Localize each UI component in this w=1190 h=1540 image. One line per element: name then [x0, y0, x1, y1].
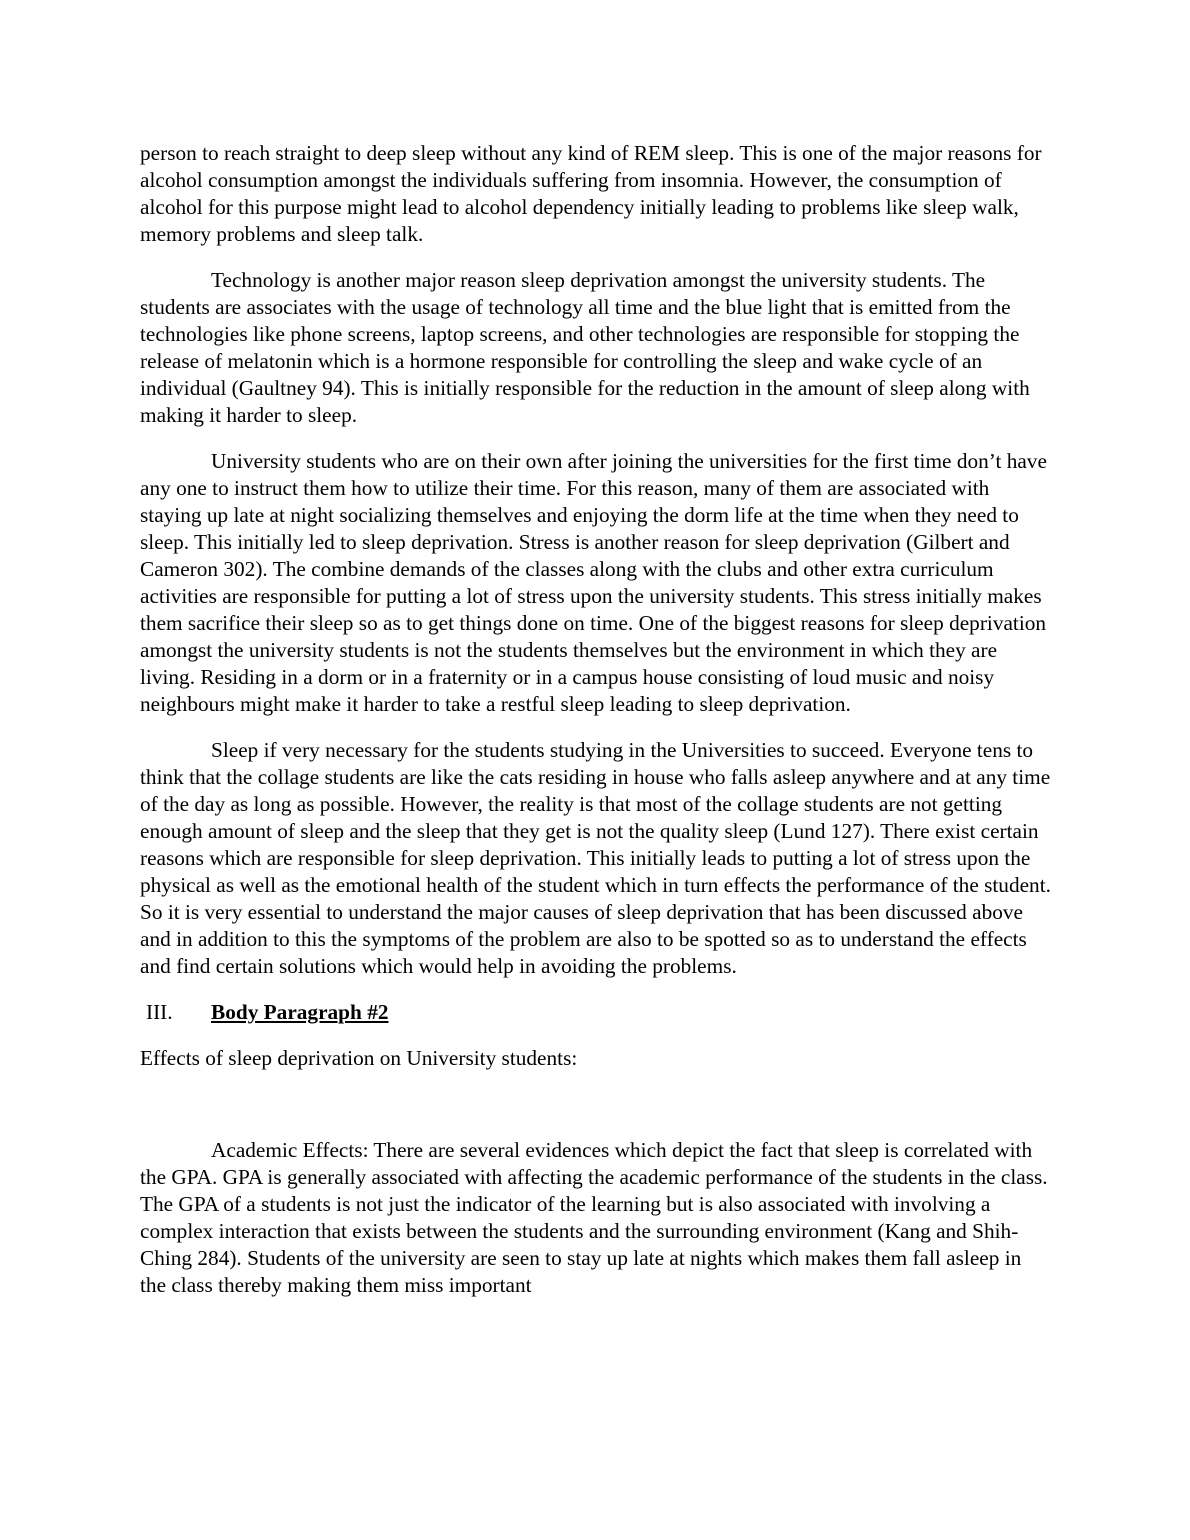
section-heading: [140, 999, 1052, 1026]
body-paragraph-1: person to reach straight to deep sleep without any kind of REM sleep. This is one of the major reasons for alcohol consumption amongst the individuals suffering from insomnia. However, the consumption of alcohol for this purpose might lead to alcohol dependency initially leading to problems like sleep walk, memory problems and sleep talk.: [140, 141, 1042, 246]
body-paragraph-3: University students who are on their own after joining the universities for the first time don’t have any one to instruct them how to utilize their time. For this reason, many of them are associated with staying up late at night socializing themselves and enjoying the dorm life at the time when they need to sleep. This initially led to sleep deprivation. Stress is another reason for sleep deprivation (Gilbert and Cameron 302). The combine demands of the classes along with the clubs and other extra curriculum activities are responsible for putting a lot of stress upon the university students. This stress initially makes them sacrifice their sleep so as to get things done on time. One of the biggest reasons for sleep deprivation amongst the university students is not the students themselves but the environment in which they are living. Residing in a dorm or in a fraternity or in a campus house consisting of loud music and noisy neighbours might make it harder to take a restful sleep leading to sleep deprivation.: [140, 449, 1047, 716]
section-number: III.: [146, 1000, 173, 1024]
section-subheading: Effects of sleep deprivation on University students:: [140, 1046, 578, 1070]
body-paragraph-5: Academic Effects: There are several evidences which depict the fact that sleep is correlated with the GPA. GPA is generally associated with affecting the academic performance of the students in the class. The GPA of a students is not just the indicator of the learning but is also associated with involving a complex interaction that exists between the students and the surrounding environment (Kang and Shih-Ching 284). Students of the university are seen to stay up late at nights which makes them fall asleep in the class thereby making them miss important: [140, 1138, 1048, 1297]
blank-line: [140, 1091, 1052, 1137]
document-body: [140, 140, 1052, 1318]
body-paragraph-2: Technology is another major reason sleep deprivation amongst the university students. The students are associates with the usage of technology all time and the blue light that is emitted from the technologies like phone screens, laptop screens, and other technologies are responsible for stopping the release of melatonin which is a hormone responsible for controlling the sleep and wake cycle of an individual (Gaultney 94). This is initially responsible for the reduction in the amount of sleep along with making it harder to sleep.: [140, 268, 1030, 427]
body-paragraph-4: Sleep if very necessary for the students studying in the Universities to succeed. Everyone tens to think that the collage students are like the cats residing in house who falls asleep anywhere and at any time of the day as long as possible. However, the reality is that most of the collage students are not getting enough amount of sleep and the sleep that they get is not the quality sleep (Lund 127). There exist certain reasons which are responsible for sleep deprivation. This initially leads to putting a lot of stress upon the physical as well as the emotional health of the student which in turn effects the performance of the student. So it is very essential to understand the major causes of sleep deprivation that has been discussed above and in addition to this the symptoms of the problem are also to be spotted so as to understand the effects and find certain solutions which would help in avoiding the problems.: [140, 738, 1051, 978]
section-title: Body Paragraph #2: [211, 1000, 389, 1024]
